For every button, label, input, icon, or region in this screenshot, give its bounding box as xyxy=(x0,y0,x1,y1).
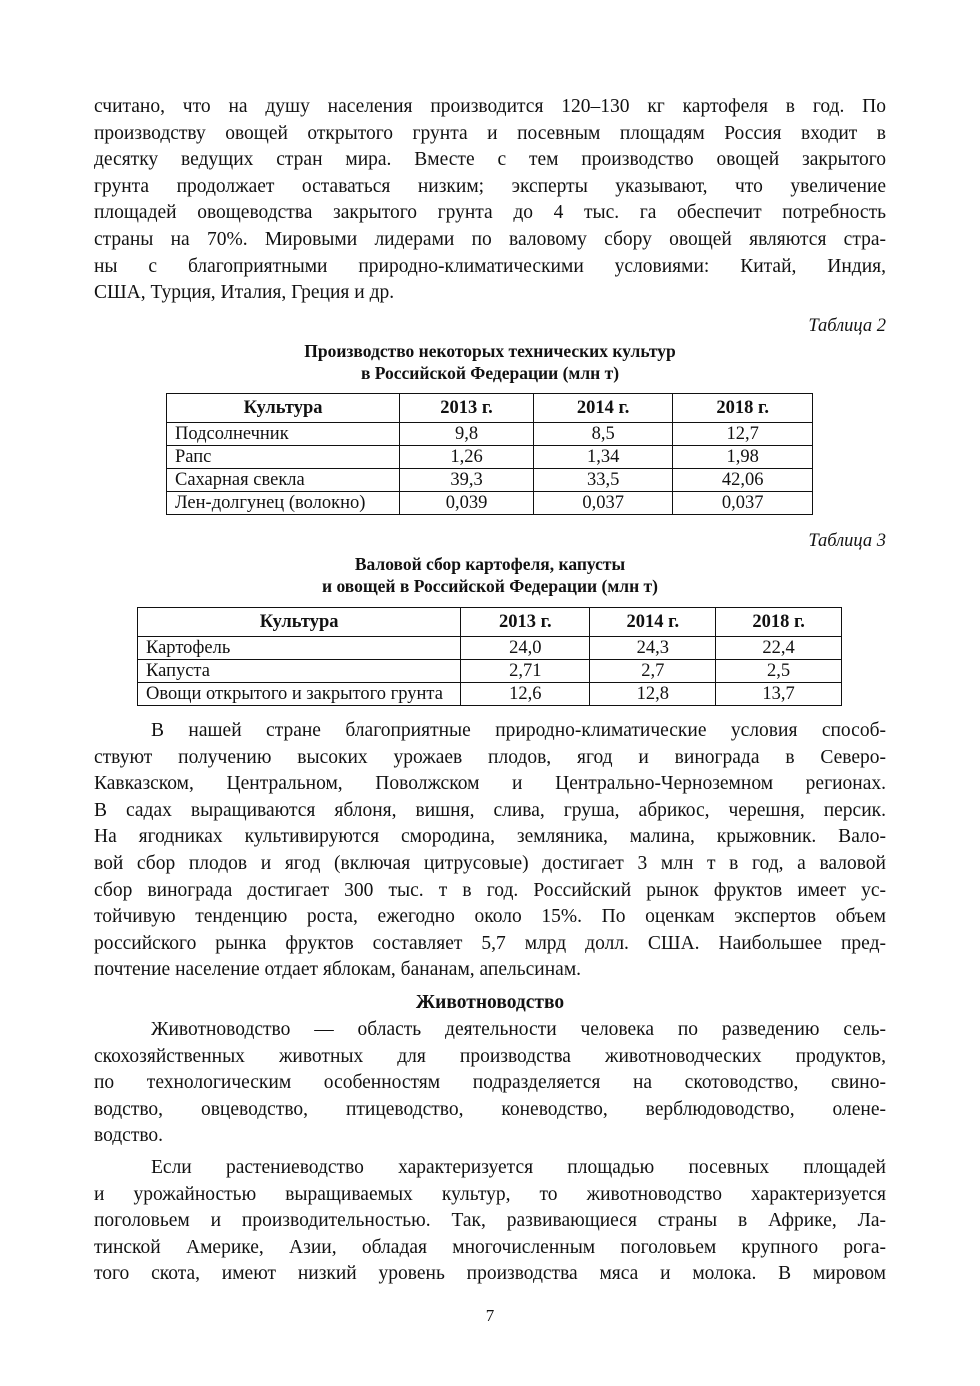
text-line: страны на 70%. Мировыми лидерами по валовому сбору овощей являются стра- xyxy=(94,228,886,250)
column-header: Культура xyxy=(167,394,400,423)
value-cell: 33,5 xyxy=(533,469,673,492)
text-line: скохозяйственных животных для производства животноводческих продуктов, xyxy=(94,1045,886,1067)
crop-name-cell: Сахарная свекла xyxy=(167,469,400,492)
page-number: 7 xyxy=(485,1306,495,1325)
text-line: В садах выращиваются яблоня, вишня, слива, груша, абрикос, черешня, персик. xyxy=(94,799,886,821)
text-line: тинской Америке, Азии, обладая многочисленным поголовьем крупного рога- xyxy=(94,1236,886,1258)
table-row xyxy=(167,446,813,469)
value-cell: 1,98 xyxy=(673,446,813,469)
value-cell: 2,7 xyxy=(590,660,716,683)
table3-title xyxy=(0,553,980,597)
text-line: США, Турция, Италия, Греция и др. xyxy=(94,282,395,304)
value-cell: 12,6 xyxy=(461,683,590,706)
value-cell: 24,0 xyxy=(461,637,590,660)
text-line: Кавказском, Центральном, Поволжском и Центрально-Черноземном регионах. xyxy=(94,773,886,795)
text-line: ствуют получению высоких урожаев плодов, ягод и винограда в Северо- xyxy=(94,746,886,768)
value-cell: 24,3 xyxy=(590,637,716,660)
table3 xyxy=(137,607,842,706)
value-cell: 2,5 xyxy=(716,660,842,683)
text-line: по технологическим особенностям подразделяется на скотоводство, свино- xyxy=(94,1072,886,1094)
crop-name-cell: Овощи открытого и закрытого грунта xyxy=(138,683,461,706)
value-cell: 0,037 xyxy=(533,492,673,515)
column-header: 2014 г. xyxy=(590,608,716,637)
paragraph-livestock-2 xyxy=(94,1155,886,1288)
table3-caption: Таблица 3 xyxy=(808,531,886,551)
table-row xyxy=(167,469,813,492)
value-cell: 42,06 xyxy=(673,469,813,492)
table-row xyxy=(138,683,842,706)
value-cell: 2,71 xyxy=(461,660,590,683)
value-cell: 0,037 xyxy=(673,492,813,515)
value-cell: 1,26 xyxy=(400,446,534,469)
column-header: 2014 г. xyxy=(533,394,673,423)
table3-title-line: Валовой сбор картофеля, капусты xyxy=(354,554,626,574)
text-line: Животноводство — область деятельности человека по разведению сель- xyxy=(151,1019,886,1040)
table-row xyxy=(138,660,842,683)
value-cell: 39,3 xyxy=(400,469,534,492)
crop-name-cell: Рапс xyxy=(167,446,400,469)
crop-name-cell: Подсолнечник xyxy=(167,423,400,446)
text-line: ны с благоприятными природно-климатическими условиями: Китай, Индия, xyxy=(94,255,886,277)
column-header: 2013 г. xyxy=(461,608,590,637)
table2-title-line: в Российской Федерации (млн т) xyxy=(360,363,620,383)
text-line: производству овощей открытого грунта и посевным площадям Россия входит в xyxy=(94,122,886,144)
text-line: российского рынка фруктов составляет 5,7 млрд долл. США. Наибольшее пред- xyxy=(94,932,886,954)
value-cell: 9,8 xyxy=(400,423,534,446)
paragraph-livestock-1 xyxy=(94,1017,886,1150)
table-header-row xyxy=(167,394,813,423)
paragraph-top xyxy=(94,94,886,307)
text-line: почтение население отдает яблокам, бананам, апельсинам. xyxy=(94,959,582,981)
text-line: площадей овощеводства закрытого грунта до 4 тыс. га обеспечит потребность xyxy=(94,202,886,224)
table2-title xyxy=(0,340,980,384)
text-line: В нашей стране благоприятные природно-климатические условия способ- xyxy=(151,720,886,741)
text-line: водство. xyxy=(94,1125,164,1147)
table-row xyxy=(138,637,842,660)
text-line: водство, овцеводство, птицеводство, коневодство, верблюдоводство, олене- xyxy=(94,1098,886,1120)
column-header: Культура xyxy=(138,608,461,637)
text-line: Если растениеводство характеризуется площадью посевных площадей xyxy=(151,1157,886,1178)
text-line: тойчивую тенденцию роста, ежегодно около 15%. По оценкам экспертов объем xyxy=(94,906,886,928)
value-cell: 12,7 xyxy=(673,423,813,446)
crop-name-cell: Картофель xyxy=(138,637,461,660)
value-cell: 8,5 xyxy=(533,423,673,446)
table2 xyxy=(166,393,813,515)
table2-title-line: Производство некоторых технических культур xyxy=(304,341,676,361)
column-header: 2013 г. xyxy=(400,394,534,423)
text-line: сбор винограда достигает 300 тыс. т в год. Российский рынок фруктов имеет ус- xyxy=(94,879,886,901)
text-line: вой сбор плодов и ягод (включая цитрусовые) достигает 3 млн т в год, а валовой xyxy=(94,852,886,874)
section-heading: Животноводство xyxy=(415,992,565,1013)
text-line: грунта продолжает оставаться низким; эксперты указывают, что увеличение xyxy=(94,175,886,197)
table-row xyxy=(167,423,813,446)
value-cell: 22,4 xyxy=(716,637,842,660)
table2-caption: Таблица 2 xyxy=(808,316,886,336)
text-line: На ягодниках культивируются смородина, земляника, малина, крыжовник. Вало- xyxy=(94,826,886,848)
column-header: 2018 г. xyxy=(673,394,813,423)
text-line: десятку ведущих стран мира. Вместе с тем производство овощей закрытого xyxy=(94,149,886,171)
text-line: поголовьем и производительностью. Так, развивающиеся страны в Африке, Ла- xyxy=(94,1210,886,1232)
column-header: 2018 г. xyxy=(716,608,842,637)
crop-name-cell: Лен-долгунец (волокно) xyxy=(167,492,400,515)
text-line: и урожайностью выращиваемых культур, то животноводство характеризуется xyxy=(94,1183,886,1205)
text-line: считано, что на душу населения производится 120–130 кг картофеля в год. По xyxy=(94,96,886,117)
crop-name-cell: Капуста xyxy=(138,660,461,683)
value-cell: 1,34 xyxy=(533,446,673,469)
table3-title-line: и овощей в Российской Федерации (млн т) xyxy=(322,576,658,596)
value-cell: 13,7 xyxy=(716,683,842,706)
table-row xyxy=(167,492,813,515)
table-header-row xyxy=(138,608,842,637)
paragraph-fruits xyxy=(94,718,886,984)
text-line: того скота, имеют низкий уровень производства мяса и молока. В мировом xyxy=(94,1263,886,1285)
value-cell: 12,8 xyxy=(590,683,716,706)
value-cell: 0,039 xyxy=(400,492,534,515)
